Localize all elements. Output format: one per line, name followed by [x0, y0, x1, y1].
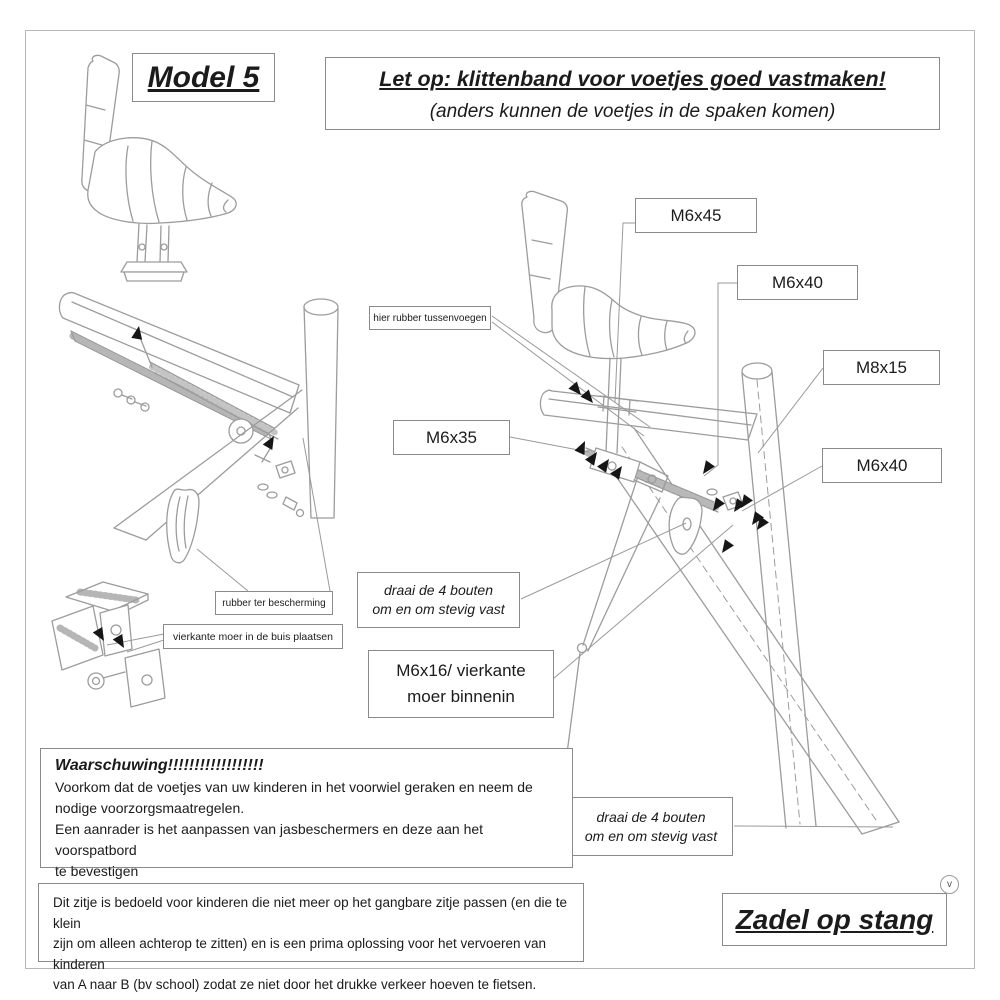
left-seat-drawing [59, 55, 338, 562]
callout-hier-rubber [369, 306, 491, 330]
footer-title: Zadel op stang [735, 903, 934, 935]
top-tube [540, 390, 757, 440]
model-label-box [132, 53, 275, 102]
callout-label: M8x15 [855, 357, 908, 377]
warning-line: te bevestigen [55, 863, 139, 879]
callout-line: draai de 4 bouten [384, 582, 493, 598]
callout-line: moer binnenin [407, 687, 515, 706]
seat [552, 286, 695, 359]
callout-m8x15 [823, 350, 940, 385]
version-letter: v [947, 879, 952, 890]
rubber-pad [167, 489, 199, 563]
description-box [38, 883, 584, 992]
model-label: Model 5 [147, 60, 260, 94]
callout-draai-bouten-right [569, 797, 733, 856]
callout-label: M6x35 [425, 427, 478, 447]
callout-m6x45 [635, 198, 757, 233]
callout-m6x35 [393, 420, 510, 455]
description-line: zijn om alleen achterop te zitten) en is een prima oplossing voor het vervoeren van kinderen [53, 936, 547, 972]
callout-line: om en om stevig vast [584, 827, 718, 844]
footer-title-box [722, 893, 947, 946]
header-banner [325, 57, 940, 130]
seat [88, 138, 236, 224]
callout-line: om en om stevig vast [372, 601, 505, 617]
warning-line: Voorkom dat de voetjes van uw kinderen in het voorwiel geraken en neem de [55, 779, 533, 795]
callout-draai-bouten-left [357, 572, 520, 628]
header-title: Let op: klittenband voor voetjes goed vastmaken! [379, 66, 886, 91]
callout-vierkante-moer [163, 624, 343, 649]
header-subtitle: (anders kunnen de voetjes in de spaken komen) [429, 100, 836, 122]
warning-title: Waarschuwing!!!!!!!!!!!!!!!!!! [55, 757, 264, 774]
callout-label: M6x45 [670, 205, 722, 225]
clamp-bracket [669, 497, 702, 554]
top-tube [59, 293, 299, 413]
warning-box [40, 748, 573, 879]
description-line: van A naar B (bv school) zodat ze niet door het drukke verkeer hoeven te fietsen. [53, 977, 537, 992]
seat-tube [304, 306, 338, 518]
callout-label: M6x40 [856, 455, 908, 475]
warning-line: Een aanrader is het aanpassen van jasbeschermers en deze aan het voorspatbord [55, 821, 484, 858]
callout-m6x40-upper [737, 265, 858, 300]
callout-label: M6x40 [771, 272, 824, 292]
leader-lines [107, 223, 893, 827]
version-mark [940, 875, 959, 894]
callout-m6x40-lower [822, 448, 942, 483]
warning-line: nodige voorzorgsmaatregelen. [55, 800, 245, 816]
callout-label: vierkante moer in de buis plaatsen [173, 630, 333, 643]
callout-m6x16 [368, 650, 554, 718]
callout-rubber-bescherming [215, 591, 333, 615]
description-line: Dit zitje is bedoeld voor kinderen die niet meer op het gangbare zitje passen (en die te klein [53, 895, 568, 931]
callout-line: draai de 4 bouten [596, 808, 706, 825]
callout-label: hier rubber tussenvoegen [373, 312, 487, 324]
callout-label: rubber ter bescherming [222, 597, 326, 609]
callout-line: M6x16/ vierkante [396, 661, 526, 680]
